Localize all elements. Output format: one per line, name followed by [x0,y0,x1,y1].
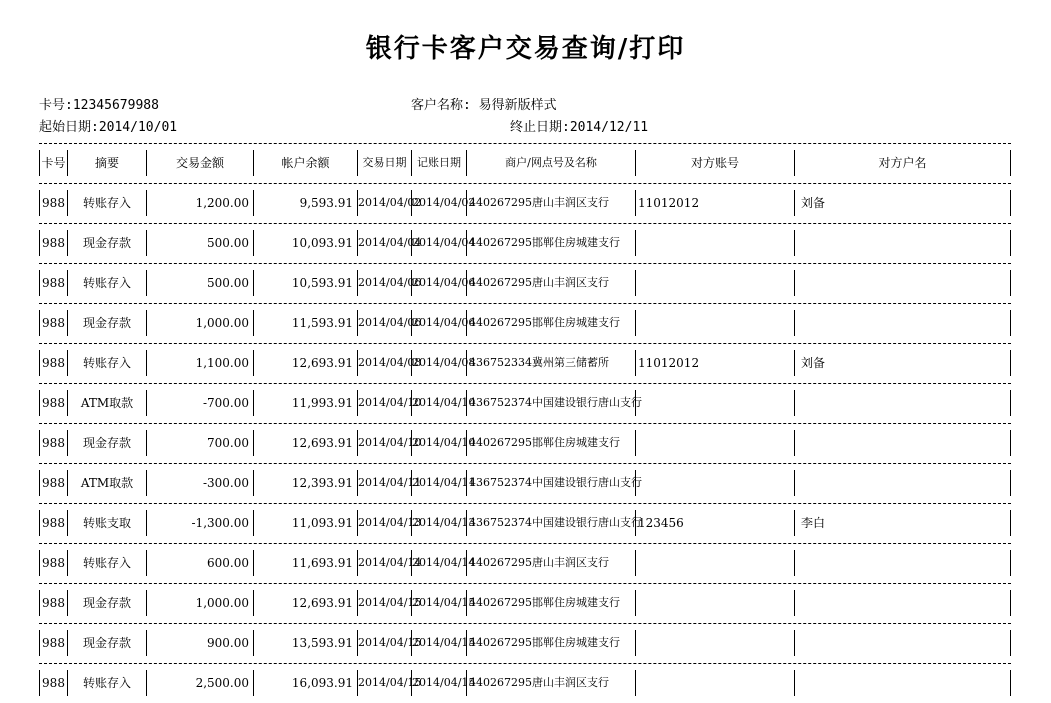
table-row [39,383,1011,423]
cell-counter-name [794,630,1011,656]
cell-counter-account: 11012012 [635,190,794,216]
cell-trans-date: 2014/04/02 [357,190,411,216]
cell-counter-name: 刘备 [794,350,1011,376]
table-row [39,223,1011,263]
cell-summary: ATM取款 [67,390,146,416]
cell-merchant: 440267295唐山丰润区支行 [466,270,635,296]
header-card: 卡号 [39,150,67,176]
cell-balance: 11,093.91 [253,510,357,536]
table-row [39,183,1011,223]
cell-counter-name [794,270,1011,296]
cell-trans-date: 2014/04/06 [357,310,411,336]
cell-trans-date: 2014/04/06 [357,270,411,296]
cell-record-date: 2014/04/15 [411,670,466,696]
cell-summary: 现金存款 [67,310,146,336]
cell-merchant: 436752374中国建设银行唐山支行 [466,510,635,536]
cell-merchant: 440267295邯郸住房城建支行 [466,430,635,456]
cell-summary: 现金存款 [67,630,146,656]
start-date: 起始日期:2014/10/01 [39,120,178,135]
cell-counter-name [794,550,1011,576]
cell-card: 988 [39,270,67,296]
header-counter-account: 对方账号 [635,150,794,176]
cell-amount: 600.00 [146,550,253,576]
cell-balance: 12,693.91 [253,350,357,376]
cell-amount: 2,500.00 [146,670,253,696]
cell-amount: 1,000.00 [146,590,253,616]
table-row [39,543,1011,583]
table-row [39,423,1011,463]
cell-amount: 1,200.00 [146,190,253,216]
cell-counter-account [635,390,794,416]
cell-merchant: 436752374中国建设银行唐山支行 [466,470,635,496]
cell-amount: 500.00 [146,230,253,256]
cell-balance: 11,993.91 [253,390,357,416]
cell-amount: 1,100.00 [146,350,253,376]
header-counter-name: 对方户名 [794,150,1011,176]
cell-counter-account [635,470,794,496]
cell-balance: 10,593.91 [253,270,357,296]
cell-record-date: 2014/04/02 [411,190,466,216]
cell-counter-account [635,590,794,616]
cell-trans-date: 2014/04/13 [357,510,411,536]
cell-counter-account [635,310,794,336]
cell-card: 988 [39,190,67,216]
cell-balance: 12,693.91 [253,590,357,616]
cell-counter-name [794,470,1011,496]
cell-amount: 700.00 [146,430,253,456]
table-row [39,343,1011,383]
cell-trans-date: 2014/04/08 [357,350,411,376]
cell-merchant: 440267295唐山丰润区支行 [466,190,635,216]
table-row [39,623,1011,663]
cell-record-date: 2014/04/06 [411,270,466,296]
cell-card: 988 [39,430,67,456]
table-row [39,263,1011,303]
cell-amount: -700.00 [146,390,253,416]
cell-trans-date: 2014/04/15 [357,670,411,696]
cell-trans-date: 2014/04/10 [357,390,411,416]
cell-card: 988 [39,350,67,376]
cell-counter-account [635,630,794,656]
cell-card: 988 [39,230,67,256]
cell-record-date: 2014/04/10 [411,390,466,416]
cell-balance: 12,693.91 [253,430,357,456]
cell-summary: 现金存款 [67,230,146,256]
cell-amount: -1,300.00 [146,510,253,536]
cell-merchant: 440267295邯郸住房城建支行 [466,230,635,256]
header-summary: 摘要 [67,150,146,176]
cell-trans-date: 2014/04/15 [357,590,411,616]
cell-card: 988 [39,630,67,656]
cell-record-date: 2014/04/15 [411,590,466,616]
cell-summary: 转账存入 [67,670,146,696]
cell-record-date: 2014/04/08 [411,350,466,376]
header-record-date: 记账日期 [411,150,466,176]
cell-merchant: 440267295邯郸住房城建支行 [466,590,635,616]
cell-amount: 900.00 [146,630,253,656]
cell-counter-name [794,310,1011,336]
cell-balance: 10,093.91 [253,230,357,256]
cell-card: 988 [39,510,67,536]
table-body [39,183,1011,703]
cell-summary: 转账存入 [67,350,146,376]
cell-record-date: 2014/04/15 [411,630,466,656]
cell-merchant: 440267295邯郸住房城建支行 [466,630,635,656]
cell-balance: 9,593.91 [253,190,357,216]
cell-balance: 11,693.91 [253,550,357,576]
table-row [39,583,1011,623]
cell-amount: 500.00 [146,270,253,296]
cell-amount: 1,000.00 [146,310,253,336]
cell-counter-name: 刘备 [794,190,1011,216]
header-amount: 交易金额 [146,150,253,176]
cell-counter-name [794,390,1011,416]
cell-summary: 现金存款 [67,430,146,456]
end-date: 终止日期:2014/12/11 [510,120,649,135]
header-trans-date: 交易日期 [357,150,411,176]
cell-merchant: 440267295唐山丰润区支行 [466,550,635,576]
cell-card: 988 [39,310,67,336]
cell-trans-date: 2014/04/10 [357,430,411,456]
cell-balance: 11,593.91 [253,310,357,336]
cell-balance: 13,593.91 [253,630,357,656]
cell-summary: 转账存入 [67,550,146,576]
cell-counter-name [794,590,1011,616]
cell-merchant: 440267295邯郸住房城建支行 [466,310,635,336]
cell-card: 988 [39,670,67,696]
header-merchant: 商户/网点号及名称 [466,150,635,176]
cell-trans-date: 2014/04/14 [357,550,411,576]
table-row [39,503,1011,543]
card-number: 卡号:12345679988 [39,98,159,113]
cell-card: 988 [39,550,67,576]
cell-counter-account: 11012012 [635,350,794,376]
cell-trans-date: 2014/04/04 [357,230,411,256]
cell-card: 988 [39,390,67,416]
cell-record-date: 2014/04/13 [411,510,466,536]
cell-counter-account [635,670,794,696]
cell-card: 988 [39,470,67,496]
table-header [39,143,1011,183]
cell-balance: 16,093.91 [253,670,357,696]
transaction-table [39,143,1011,703]
cell-merchant: 436752374中国建设银行唐山支行 [466,390,635,416]
cell-record-date: 2014/04/10 [411,430,466,456]
cell-counter-account [635,270,794,296]
cell-record-date: 2014/04/06 [411,310,466,336]
table-row [39,463,1011,503]
cell-record-date: 2014/04/04 [411,230,466,256]
cell-counter-name [794,670,1011,696]
cell-summary: 转账存入 [67,270,146,296]
table-row [39,663,1011,703]
cell-summary: 转账存入 [67,190,146,216]
cell-balance: 12,393.91 [253,470,357,496]
cell-summary: ATM取款 [67,470,146,496]
cell-counter-name [794,230,1011,256]
cell-counter-account: 123456 [635,510,794,536]
cell-record-date: 2014/04/11 [411,470,466,496]
cell-counter-account [635,230,794,256]
cell-summary: 转账支取 [67,510,146,536]
cell-counter-name [794,430,1011,456]
cell-trans-date: 2014/04/11 [357,470,411,496]
header-balance: 帐户余额 [253,150,357,176]
cell-counter-account [635,430,794,456]
cell-summary: 现金存款 [67,590,146,616]
report-title: 银行卡客户交易查询/打印 [365,34,686,64]
cell-counter-name: 李白 [794,510,1011,536]
table-row [39,303,1011,343]
cell-trans-date: 2014/04/15 [357,630,411,656]
customer-name: 客户名称: 易得新版样式 [411,98,557,113]
cell-merchant: 440267295唐山丰润区支行 [466,670,635,696]
cell-counter-account [635,550,794,576]
cell-amount: -300.00 [146,470,253,496]
cell-record-date: 2014/04/14 [411,550,466,576]
cell-merchant: 436752334冀州第三储蓄所 [466,350,635,376]
cell-card: 988 [39,590,67,616]
